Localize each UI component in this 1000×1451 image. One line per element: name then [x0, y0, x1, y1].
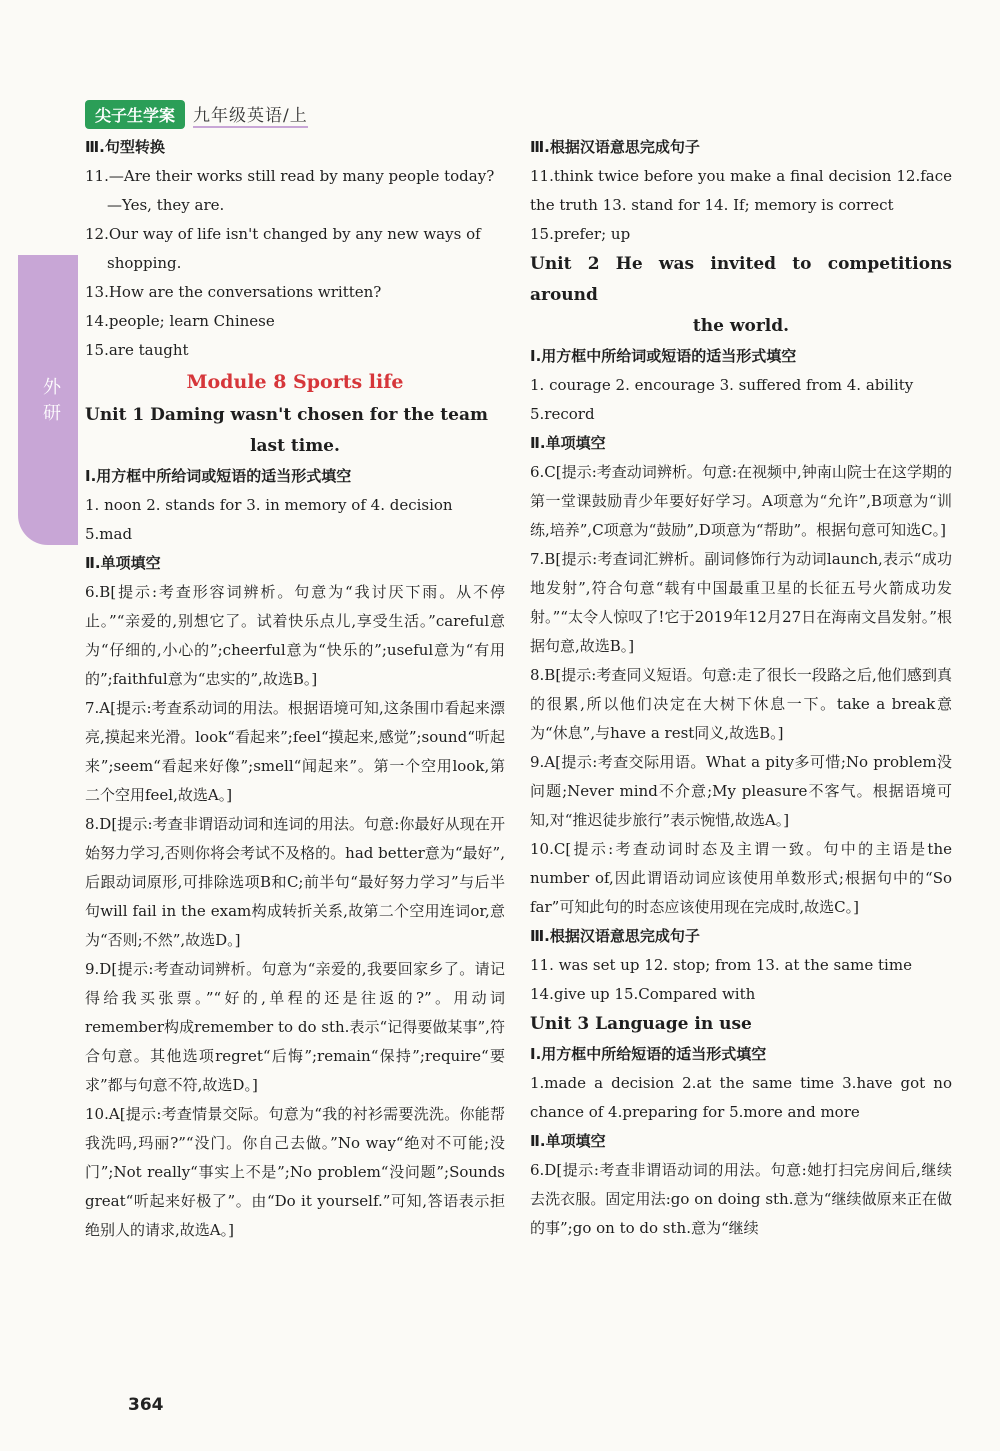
section-heading: Ⅲ.句型转换 [85, 138, 165, 156]
side-tab [18, 255, 78, 545]
answer-line: 1. courage 2. encourage 3. suffered from 4. ability [530, 376, 914, 394]
answer-line: 7.A[提示:考查系动词的用法。根据语境可知,这条围巾看起来漂亮,摸起来光滑。look“看起来”;feel“摸起来,感觉”;sound“听起来”;seem“看起来好像”;smell“闻起来”。第一个空用look,第二个空用feel,故选A。] [85, 699, 505, 804]
brand-logo: 尖子生学案 [85, 100, 185, 129]
section-heading: Ⅰ.用方框中所给词或短语的适当形式填空 [530, 347, 797, 365]
section-heading: Ⅲ.根据汉语意思完成句子 [530, 927, 700, 945]
answer-line: 12.Our way of life isn't changed by any new ways of [85, 225, 481, 243]
answer-line: 11. was set up 12. stop; from 13. at the same time [530, 956, 912, 974]
unit-title: Unit 1 Daming wasn't chosen for the team [85, 405, 488, 425]
section-heading: Ⅰ.用方框中所给词或短语的适当形式填空 [85, 467, 352, 485]
unit-title: last time. [250, 436, 340, 456]
section-heading: Ⅰ.用方框中所给短语的适当形式填空 [530, 1045, 767, 1063]
section-heading: Ⅱ.单项填空 [530, 1132, 606, 1150]
answer-line: 5.record [530, 405, 595, 423]
answer-line: 7.B[提示:考查词汇辨析。副词修饰行为动词launch,表示“成功地发射”,符合句意“载有中国最重卫星的长征五号火箭成功发射。”“太令人惊叹了!它于2019年12月27日在海南文昌发射。”根据句意,故选B。] [530, 550, 952, 655]
grade-subtitle: 九年级英语/上 [193, 101, 308, 128]
page-number: 364 [128, 1395, 164, 1415]
answer-line: 10.A[提示:考查情景交际。句意为“我的衬衫需要洗洗。你能帮我洗吗,玛丽?”“没门。你自己去做。”No way“绝对不可能;没门”;Not really“事实上不是”;No problem“没问题”;Sounds great“听起来好极了”。由“Do it yourself.”可知,答语表示拒绝别人的请求,故选A。] [85, 1105, 505, 1239]
answer-line: 10.C[提示:考查动词时态及主谓一致。句中的主语是the number of,因此谓语动词应该使用单数形式;根据句中的“So far”可知此句的时态应该使用现在完成时,故选C。] [530, 840, 952, 916]
answer-line: 1. noon 2. stands for 3. in memory of 4. decision [85, 496, 453, 514]
section-heading: Ⅱ.单项填空 [530, 434, 606, 452]
answer-line: 6.C[提示:考查动词辨析。句意:在视频中,钟南山院士在这学期的第一堂课鼓励青少年要好好学习。A项意为“允许”,B项意为“训练,培养”,C项意为“鼓励”,D项意为“帮助”。根据句意可知选C。] [530, 463, 952, 539]
module-title: Module 8 Sports life [186, 371, 404, 393]
answer-line: 11.—Are their works still read by many people today? [85, 167, 495, 185]
answer-line: 6.B[提示:考查形容词辨析。句意为“我讨厌下雨。从不停止。”“亲爱的,别想它了。试着快乐点儿,享受生活。”careful意为“仔细的,小心的”;cheerful意为“快乐的”;useful意为“有用的”;faithful意为“忠实的”,故选B。] [85, 583, 505, 688]
answer-line: 8.D[提示:考查非谓语动词和连词的用法。句意:你最好从现在开始努力学习,否则你将会考试不及格的。had better意为“最好”,后跟动词原形,可排除选项B和C;前半句“最好努力学习”与后半句will fail in the exam构成转折关系,故第二个空用连词or,意为“否则;不然”,故选D。] [85, 815, 505, 949]
answer-line: shopping. [107, 254, 182, 272]
left-column [85, 133, 505, 1245]
answer-line: 9.A[提示:考查交际用语。What a pity多可惜;No problem没问题;Never mind不介意;My pleasure不客气。根据语境可知,对“推迟徒步旅行”表示惋惜,故选A。] [530, 753, 952, 829]
answer-line: 1.made a decision 2.at the same time 3.have got no chance of 4.preparing for 5.more and more [530, 1074, 952, 1121]
right-column [530, 133, 952, 1243]
answer-line: 6.D[提示:考查非谓语动词的用法。句意:她打扫完房间后,继续去洗衣服。固定用法:go on doing sth.意为“继续做原来正在做的事”;go on to do sth.意为“继续 [530, 1161, 952, 1237]
answer-line: 5.mad [85, 525, 133, 543]
answer-line: 9.D[提示:考查动词辨析。句意为“亲爱的,我要回家乡了。请记得给我买张票。”“好的,单程的还是往返的?”。用动词remember构成remember to do sth.表示“记得要做某事”,符合句意。其他选项regret“后悔”;remain“保持”;require“要求”都与句意不符,故选D。] [85, 960, 505, 1094]
side-tab-label: 外研 [43, 377, 61, 424]
answer-line: 14.give up 15.Compared with [530, 985, 756, 1003]
answer-line: —Yes, they are. [107, 196, 225, 214]
unit-title: the world. [692, 316, 790, 336]
section-heading: Ⅲ.根据汉语意思完成句子 [530, 138, 700, 156]
answer-line: 8.B[提示:考查同义短语。句意:走了很长一段路之后,他们感到真的很累,所以他们决定在大树下休息一下。take a break意为“休息”,与have a rest同义,故选B。] [530, 666, 952, 742]
page-header [85, 100, 308, 128]
unit-title: Unit 3 Language in use [530, 1014, 752, 1034]
answer-line: 11.think twice before you make a final decision 12.face the truth 13. stand for 14. If; memory is correct [530, 167, 952, 214]
answer-line: 14.people; learn Chinese [85, 312, 275, 330]
section-heading: Ⅱ.单项填空 [85, 554, 161, 572]
answer-line: 15.are taught [85, 341, 189, 359]
answer-line: 15.prefer; up [530, 225, 631, 243]
answer-line: 13.How are the conversations written? [85, 283, 382, 301]
unit-title: Unit 2 He was invited to competitions around [530, 254, 952, 305]
